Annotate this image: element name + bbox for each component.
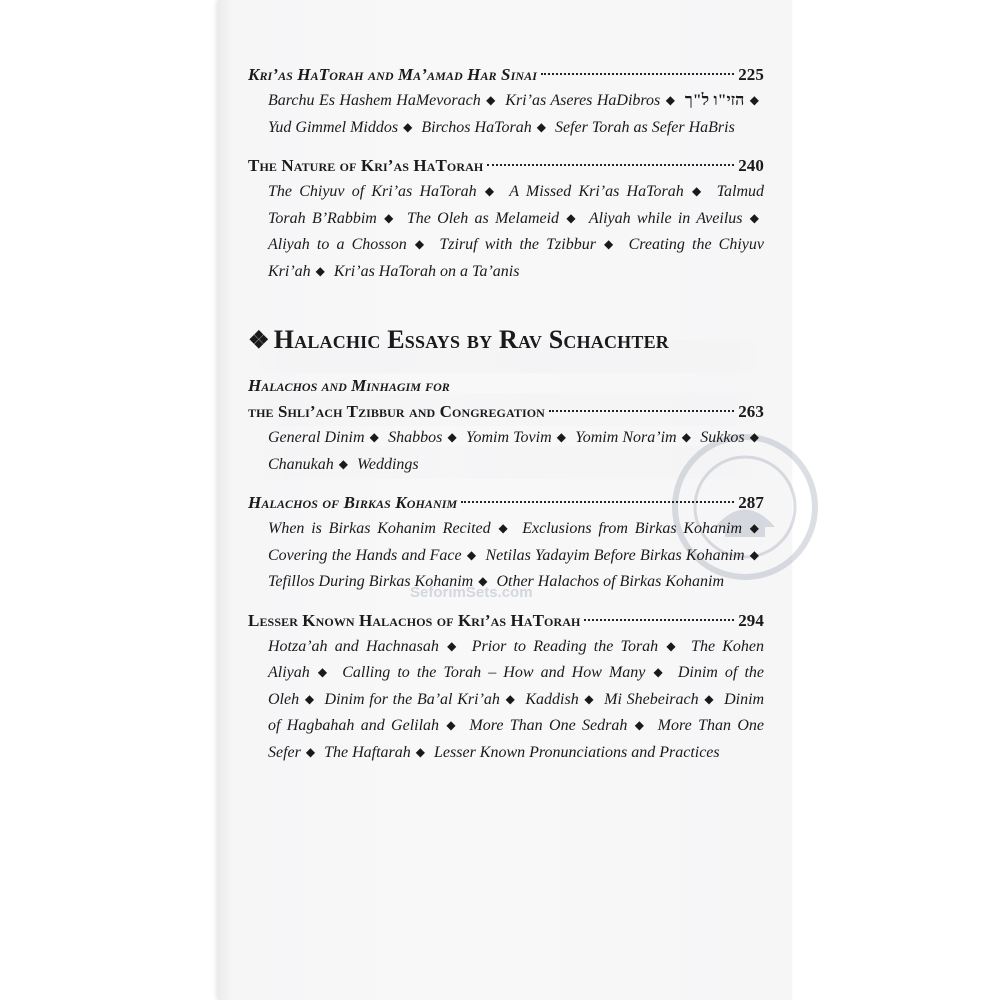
diamond-icon: ◆ xyxy=(564,210,578,225)
section-heading-text: Halachic Essays by Rav Schachter xyxy=(273,325,669,354)
topic: Dinim of the Oleh xyxy=(268,664,765,708)
topic: When is Birkas Kohanim Recited xyxy=(268,520,491,537)
topic: Sefer Torah as Sefer HaBris xyxy=(554,118,735,136)
diamond-icon: ◆ xyxy=(688,184,705,198)
toc-entry xyxy=(248,490,764,596)
toc-entry xyxy=(248,373,764,478)
table-of-contents xyxy=(248,62,764,778)
topic: Prior to Reading the Torah xyxy=(471,637,659,655)
toc-page-number: 240 xyxy=(738,156,764,175)
topic: Kri’as Aseres HaDibros xyxy=(505,92,661,109)
toc-entry-title: Halachos of Birkas Kohanim xyxy=(248,493,458,512)
toc-entry xyxy=(248,608,764,767)
topic: Lesser Known Pronunciations and Practices xyxy=(434,743,720,761)
diamond-icon: ◆ xyxy=(632,718,647,732)
toc-entry-heading[interactable] xyxy=(248,62,764,88)
diamond-icon: ◆ xyxy=(749,430,760,444)
book-page xyxy=(218,0,792,1000)
topic: More Than One Sedrah xyxy=(469,717,628,734)
topic: Aliyah while in Aveilus xyxy=(588,209,743,227)
toc-page-number: 294 xyxy=(738,610,764,630)
diamond-icon: ◆ xyxy=(536,119,546,134)
topic: The Chiyuv of Kri’as HaTorah xyxy=(268,183,477,200)
topic: A Missed Kri’as HaTorah xyxy=(509,183,684,200)
topic: Covering the Hands and Face xyxy=(268,546,462,564)
diamond-icon: ◆ xyxy=(556,430,567,444)
topic: Exclusions from Birkas Kohanim xyxy=(522,520,742,537)
dot-leader xyxy=(487,164,734,166)
diamond-icon: ◆ xyxy=(444,718,458,732)
topic: The Kohen Aliyah xyxy=(268,637,765,681)
diamond-icon: ◆ xyxy=(504,691,516,706)
toc-entry-heading[interactable] xyxy=(248,399,764,425)
topic: Yomim Nora’im xyxy=(575,429,677,446)
toc-topics xyxy=(268,88,764,141)
watermark-text: SeforimSets.com xyxy=(410,584,533,601)
topic: Yud Gimmel Middos xyxy=(268,118,399,136)
diamond-icon: ◆ xyxy=(305,744,316,759)
toc-page-number: 263 xyxy=(738,402,764,421)
diamond-icon: ◆ xyxy=(495,521,511,535)
topic: Weddings xyxy=(357,455,419,473)
diamond-icon: ◆ xyxy=(681,430,692,444)
topic: Sukkos xyxy=(700,429,745,446)
toc-entry-heading[interactable] xyxy=(248,153,764,179)
topic: The Haftarah xyxy=(324,743,411,761)
dot-leader xyxy=(584,619,734,621)
diamond-icon: ◆ xyxy=(381,210,396,225)
diamond-icon: ◆ xyxy=(747,210,759,225)
topic: Tefillos During Birkas Kohanim xyxy=(268,573,474,590)
diamond-icon: ◆ xyxy=(665,93,676,107)
diamond-icon: ◆ xyxy=(749,93,760,107)
topic: Tziruf with the Tzibbur xyxy=(439,236,596,253)
topic: Talmud Torah B’Rabbim xyxy=(268,183,765,227)
diamond-icon: ◆ xyxy=(466,547,477,562)
topic: Barchu Es Hashem HaMevorach xyxy=(268,92,481,109)
topic: Chanukah xyxy=(268,455,334,473)
section-heading xyxy=(248,325,764,355)
toc-topics xyxy=(268,634,764,767)
toc-entry xyxy=(248,62,764,141)
diamond-icon: ◆ xyxy=(600,237,617,251)
topic: Dinim for the Ba’al Kri’ah xyxy=(324,690,500,708)
dot-leader xyxy=(549,410,734,412)
diamond-icon: ◆ xyxy=(447,430,457,444)
topic: Mi Shebeirach xyxy=(604,690,699,708)
topic: Creating the Chiyuv Kri’ah xyxy=(268,236,764,280)
diamond-icon: ◆ xyxy=(481,184,498,198)
toc-entry-heading[interactable] xyxy=(248,608,764,634)
toc-entry-title-line1: Halachos and Minhagim for xyxy=(248,376,450,395)
diamond-icon: ◆ xyxy=(703,691,715,706)
diamond-icon: ◆ xyxy=(415,744,426,759)
diamond-icon: ◆ xyxy=(403,119,413,134)
diamond-icon: ◆ xyxy=(663,638,679,653)
toc-page-number: 287 xyxy=(738,493,764,512)
diamond-icon: ◆ xyxy=(369,430,380,444)
topic: Netilas Yadayim Before Birkas Kohanim xyxy=(485,546,745,564)
toc-page-number: 225 xyxy=(738,65,764,84)
dot-leader xyxy=(461,501,734,503)
toc-entry-title: Kri’as HaTorah and Ma’amad Har Sinai xyxy=(248,65,537,84)
diamond-icon: ◆ xyxy=(304,691,315,706)
topic: The Oleh as Melameid xyxy=(406,209,560,227)
topic: Calling to the Torah – How and How Many xyxy=(342,664,646,681)
diamond-icon: ◆ xyxy=(650,665,666,679)
dot-leader xyxy=(541,73,734,75)
diamond-icon: ◆ xyxy=(485,93,496,107)
topic: Kri’as HaTorah on a Ta’anis xyxy=(333,262,520,280)
topic: Aliyah to a Chosson xyxy=(268,236,407,253)
toc-topics xyxy=(268,425,764,478)
topic: Dinim of Hagbahah and Gelilah xyxy=(268,690,765,734)
diamond-icon: ◆ xyxy=(478,574,488,588)
diamond-icon: ◆ xyxy=(338,456,349,471)
toc-entry-title: Lesser Known Halachos of Kri’as HaTorah xyxy=(248,610,581,630)
toc-entry-title: the Shli’ach Tzibbur and Congregation xyxy=(248,402,545,421)
diamond-icon: ◆ xyxy=(411,237,428,251)
toc-entry-title: The Nature of Kri’as HaTorah xyxy=(248,156,484,175)
diamond-icon: ◆ xyxy=(443,638,460,653)
topic: General Dinim xyxy=(268,429,365,446)
diamond-icon: ◆ xyxy=(747,521,760,535)
toc-topics xyxy=(268,179,764,285)
topic: Birchos HaTorah xyxy=(421,118,532,136)
diamond-icon: ◆ xyxy=(749,547,760,562)
topic: Kaddish xyxy=(525,690,579,708)
diamond-icon: ◆ xyxy=(583,691,595,706)
topic-hebrew: הזי"ו ל"ך xyxy=(684,92,745,109)
topic: More Than One Sefer xyxy=(268,717,764,761)
topic: Yomim Tovim xyxy=(466,429,552,446)
topic: Other Halachos of Birkas Kohanim xyxy=(496,573,724,590)
toc-entry-heading[interactable] xyxy=(248,490,764,516)
topic: Hotza’ah and Hachnasah xyxy=(268,637,439,655)
fleuron-icon: ❖ xyxy=(248,328,270,354)
diamond-icon: ◆ xyxy=(314,665,331,679)
topic: Shabbos xyxy=(388,429,443,446)
toc-entry xyxy=(248,153,764,285)
diamond-icon: ◆ xyxy=(315,263,325,278)
